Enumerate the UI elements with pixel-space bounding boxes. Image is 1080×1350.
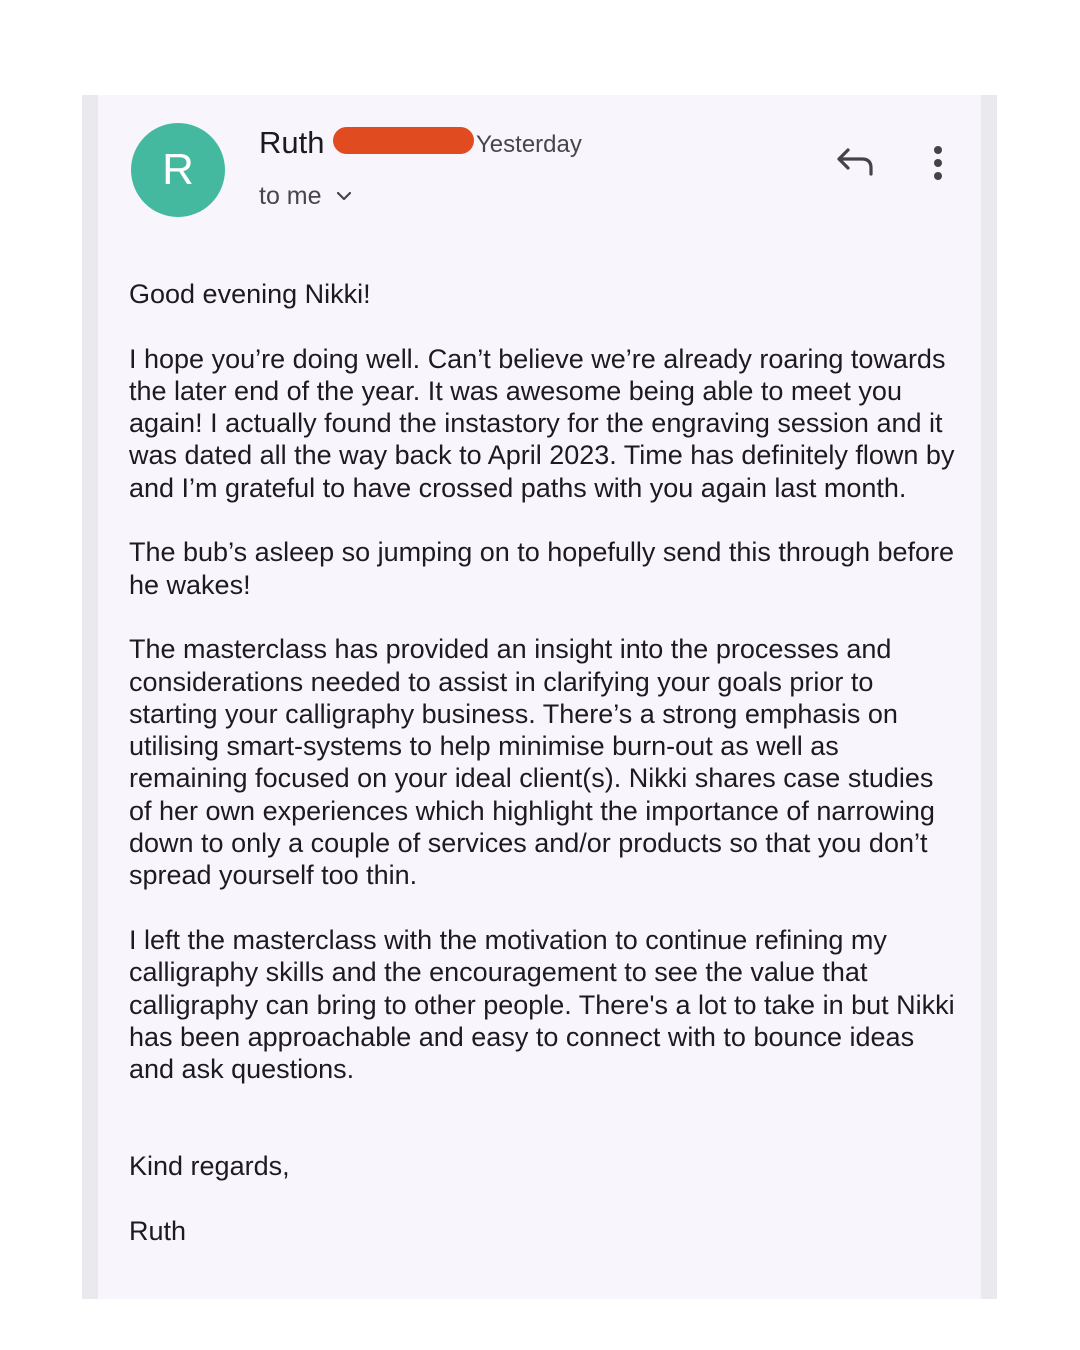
signature-name: Ruth (129, 1215, 187, 1246)
more-vertical-icon[interactable] (922, 140, 954, 188)
body-paragraph: The bub’s asleep so jumping on to hopefully send this through before he wakes! (129, 537, 955, 600)
sender-avatar[interactable]: R (131, 123, 225, 217)
redaction-mark (333, 127, 474, 154)
body-paragraph: The masterclass has provided an insight into the processes and considerations needed to assist in clarifying your goals prior to starting your calligraphy business. There’s a strong emphasis on utilising smart-systems to help minimise burn-out as well as remaining focused on your ideal client(s). Nikki shares case studies of her own experiences which highlight the importance of narrowing down to only a couple of services and/or products so that you don’t spread yourself too thin. (129, 634, 935, 891)
reply-icon[interactable] (834, 142, 878, 182)
body-paragraph: I left the masterclass with the motivation to continue refining my calligraphy skills and the encouragement to see the value that calligraphy can bring to other people. There's a lot to take in but Nikki has been approachable and easy to connect with to bounce ideas and ask questions. (129, 924, 955, 1085)
recipient-label: to me (259, 182, 322, 210)
signoff-paragraph: Kind regards, (129, 1151, 290, 1182)
body-paragraph: I hope you’re doing well. Can’t believe we’re already roaring towards the later end of the year. It was awesome being able to meet you again! I actually found the instastory for the engraving session and it was dated all the way back to April 2023. Time has definitely flown by and I’m grateful to have crossed paths with you again last month. (129, 343, 955, 503)
greeting-paragraph: Good evening Nikki! (129, 279, 371, 309)
recipient-details-toggle[interactable] (259, 180, 352, 212)
chevron-down-icon (336, 190, 352, 202)
sender-name[interactable]: Ruth (259, 125, 325, 160)
email-body (129, 278, 959, 1279)
email-date: Yesterday (476, 131, 582, 158)
